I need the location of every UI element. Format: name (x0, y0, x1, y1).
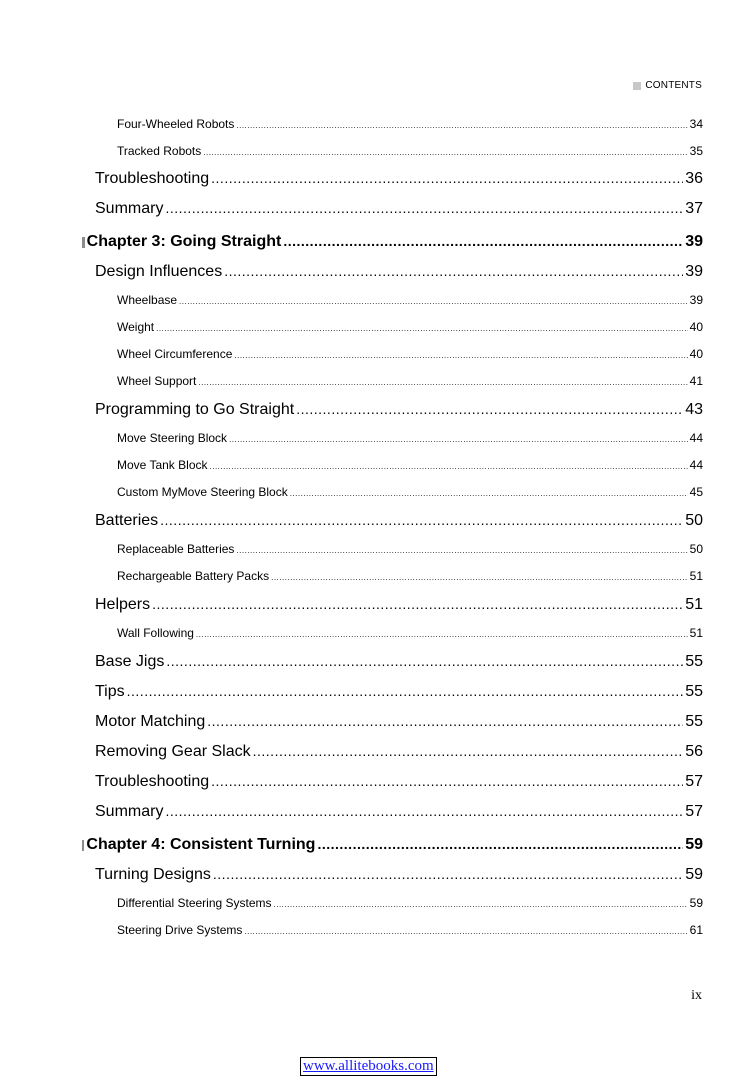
toc-entry-label: Move Steering Block (117, 431, 228, 445)
toc-entry-page: 51 (685, 596, 703, 613)
toc-entry-page: 56 (685, 743, 703, 760)
toc-entry-page: 51 (689, 626, 703, 640)
toc-entry-label: Design Influences (95, 263, 223, 280)
toc-entry-page: 44 (689, 431, 703, 445)
toc-entry-page: 55 (685, 713, 703, 730)
toc-entry-label: Chapter 4: Consistent Turning (86, 836, 316, 853)
toc-entry-page: 59 (685, 836, 703, 853)
toc-entry-page: 50 (685, 512, 703, 529)
toc-entry-page: 43 (685, 401, 703, 418)
toc-entry[interactable] (117, 626, 703, 640)
toc-entry[interactable] (95, 773, 703, 791)
toc-entry[interactable] (117, 374, 703, 388)
toc-entry-page: 40 (689, 347, 703, 361)
toc-entry[interactable] (117, 431, 703, 445)
toc-entry-label: Wall Following (117, 626, 194, 640)
toc-entry-label: Troubleshooting (95, 170, 210, 187)
toc-entry[interactable] (95, 401, 703, 419)
toc-entry-page: 57 (685, 803, 703, 820)
toc-entry-page: 57 (685, 773, 703, 790)
toc-entry[interactable] (95, 596, 703, 614)
toc-entry-page: 39 (689, 293, 703, 307)
toc-entry-page: 44 (689, 458, 703, 472)
running-header (633, 80, 702, 91)
toc-entry-label: Custom MyMove Steering Block (117, 485, 288, 499)
toc-entry[interactable] (95, 653, 703, 671)
toc-entry-page: 59 (689, 896, 703, 910)
toc-entry-label: Helpers (95, 596, 151, 613)
toc-entry-page: 55 (685, 683, 703, 700)
toc-entry-page: 40 (689, 320, 703, 334)
chapter-square-icon (82, 840, 84, 851)
toc-entry[interactable] (95, 866, 703, 884)
toc-entry-label: Tracked Robots (117, 144, 202, 158)
toc-entry-page: 51 (689, 569, 703, 583)
toc-entry[interactable] (95, 803, 703, 821)
toc-entry-page: 36 (685, 170, 703, 187)
header-label: CONTENTS (645, 80, 702, 91)
toc-entry-label: Chapter 3: Going Straight (86, 233, 282, 250)
toc-entry[interactable] (95, 713, 703, 731)
toc-entry[interactable] (95, 683, 703, 701)
toc-entry-page: 34 (689, 117, 703, 131)
toc-entry[interactable] (95, 512, 703, 530)
toc-entry[interactable] (95, 170, 703, 188)
toc-entry-label: Troubleshooting (95, 773, 210, 790)
page-number: ix (691, 988, 702, 1003)
toc-entry-page: 39 (685, 263, 703, 280)
toc-entry-label: Wheel Support (117, 374, 197, 388)
toc-entry-label: Summary (95, 200, 164, 217)
toc-entry-label: Wheelbase (117, 293, 178, 307)
toc-entry[interactable] (117, 293, 703, 307)
toc-entry-label: Motor Matching (95, 713, 206, 730)
toc-entry-label: Move Tank Block (117, 458, 208, 472)
header-square-icon (633, 82, 641, 90)
toc-entry[interactable] (117, 896, 703, 910)
toc-entry[interactable] (117, 485, 703, 499)
toc-entry-label: Four-Wheeled Robots (117, 117, 235, 131)
toc-entry-label: Differential Steering Systems (117, 896, 272, 910)
toc-entry-label: Rechargeable Battery Packs (117, 569, 270, 583)
toc-entry[interactable] (117, 347, 703, 361)
toc-entry-page: 37 (685, 200, 703, 217)
chapter-square-icon (82, 237, 85, 248)
toc-entry-label: Steering Drive Systems (117, 923, 243, 937)
toc-entry-page: 61 (689, 923, 703, 937)
toc-entry[interactable] (117, 569, 703, 583)
toc-entry[interactable] (117, 144, 703, 158)
toc-entry-label: Base Jigs (95, 653, 165, 670)
toc-entry-label: Weight (117, 320, 155, 334)
toc-entry-label: Summary (95, 803, 164, 820)
toc-entry-page: 45 (689, 485, 703, 499)
toc-entry[interactable] (95, 743, 703, 761)
toc-entry-label: Removing Gear Slack (95, 743, 251, 760)
toc-entry[interactable] (95, 200, 703, 218)
toc-entry[interactable] (95, 263, 703, 281)
toc-entry-page: 55 (685, 653, 703, 670)
toc-entry[interactable] (117, 458, 703, 472)
toc-entry[interactable] (117, 542, 703, 556)
toc-entry-page: 39 (685, 233, 703, 250)
toc-entry-page: 41 (689, 374, 703, 388)
toc-chapter-entry[interactable] (82, 836, 703, 854)
toc-entry-label: Tips (95, 683, 125, 700)
toc-chapter-entry[interactable] (82, 233, 703, 251)
toc-entry-label: Turning Designs (95, 866, 211, 883)
toc-entry-page: 50 (689, 542, 703, 556)
toc-entry-label: Programming to Go Straight (95, 401, 295, 418)
toc-entry[interactable] (117, 320, 703, 334)
toc-entry-label: Replaceable Batteries (117, 542, 235, 556)
toc-entry-label: Wheel Circumference (117, 347, 233, 361)
toc-entry-page: 35 (689, 144, 703, 158)
toc-entry-page: 59 (685, 866, 703, 883)
toc-entry[interactable] (117, 923, 703, 937)
watermark-link[interactable]: www.allitebooks.com (300, 1057, 437, 1076)
toc-entry-label: Batteries (95, 512, 159, 529)
toc-entry[interactable] (117, 117, 703, 131)
